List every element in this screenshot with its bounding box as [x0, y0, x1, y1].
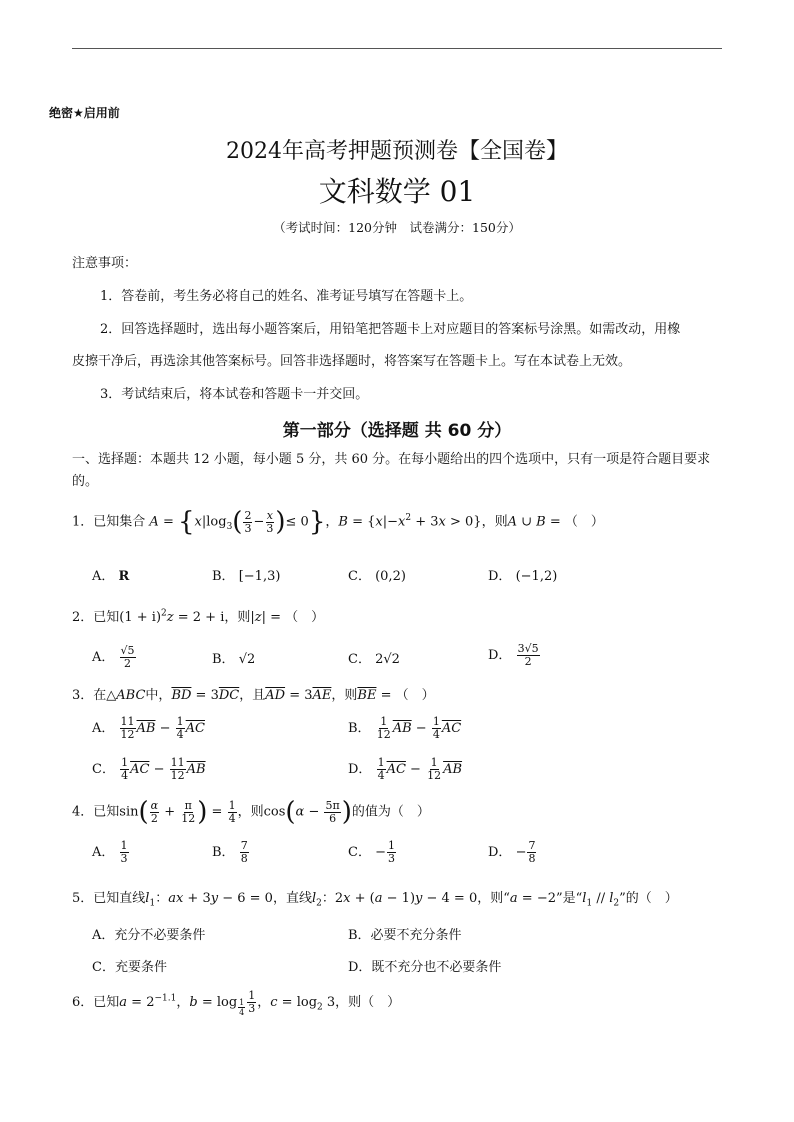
- exam-subtitle: 文科数学 01: [318, 175, 476, 208]
- q1-stem: 1．已知集合: [72, 514, 146, 530]
- q1-option-b: B． [−1,3): [212, 569, 281, 584]
- q4-option-a: A． $\frac{1}{3}$: [92, 839, 128, 865]
- question-3: 3．在△ABC中，$\overline{BD} = 3\overline{DC}$，且$\overline{AD} = 3\overline{AE}$，则$\overline{BE}$ = （ ）: [72, 688, 435, 703]
- question-1: 1．已知集合 $A = \{x|\log_3$( $\frac{2}{3}$ − $\frac{x}{3}$ )≤ 0}，$B = \{x|-x^2 + 3x > 0\}$，则A ∪ B = （ ）: [72, 507, 604, 537]
- notice-heading: 注意事项：: [72, 256, 138, 271]
- q2-option-d: D． $\frac{3√5}{2}$: [488, 642, 539, 668]
- notice-item-2-line1: 2．回答选择题时，选出每小题答案后，用铅笔把答题卡上对应题目的答案标号涂黑。如需改动，用橡: [100, 322, 681, 337]
- q5-option-a: A．充分不必要条件: [92, 928, 206, 943]
- q3-option-a: A． $\frac{11}{12}$ $\overline{AB}$ − $\frac{1}{4}$ $\overline{AC}$: [92, 715, 205, 741]
- notice-item-1: 1．答卷前，考生务必将自己的姓名、准考证号填写在答题卡上。: [100, 289, 473, 304]
- q1-tail: ，则: [481, 514, 508, 530]
- q2-option-c: C． 2√2: [348, 652, 400, 667]
- q5-option-b: B．必要不充分条件: [348, 928, 462, 943]
- question-6: 6．已知$a = 2^{-1.1}$，b = log $_{\frac{1}{4}}$ $\frac{1}{3}$ ，$c = \log_2 3$，则（ ）: [72, 989, 401, 1017]
- question-5: 5．已知直线$l_1$：ax + 3y − 6 = 0，直线$l_2$：2x + (a − 1)y − 4 = 0，则“a = −2”是“$l_1 // l_2$”的（ ）: [72, 891, 678, 909]
- q2-option-b: B． √2: [212, 652, 256, 667]
- secret-label: 绝密★启用前: [49, 106, 120, 120]
- q4-option-c: C． − $\frac{1}{3}$: [348, 839, 395, 865]
- q1-answer-paren: （ ）: [564, 514, 604, 530]
- exam-meta: （考试时间：120分钟 试卷满分：150分）: [273, 220, 521, 235]
- q4-option-d: D． − $\frac{7}{8}$: [488, 839, 536, 865]
- q3-option-c: C． $\frac{1}{4}$ $\overline{AC}$ − $\frac{11}{12}$ $\overline{AB}$: [92, 756, 206, 782]
- q1-option-a: A． R: [92, 569, 130, 584]
- q4-option-b: B． $\frac{7}{8}$: [212, 839, 248, 865]
- q5-option-d: D．既不充分也不必要条件: [348, 960, 502, 975]
- notice-item-3: 3．考试结束后，将本试卷和答题卡一并交回。: [100, 387, 369, 402]
- q2-option-a: A． $\frac{√5}{2}$: [92, 644, 135, 670]
- part1-heading: 第一部分（选择题 共 60 分）: [282, 421, 512, 441]
- q3-option-d: D． $\frac{1}{4}$ $\overline{AC}$ − $\frac{1}{12}$ $\overline{AB}$: [348, 756, 463, 782]
- question-2: 2．已知$(1 + i)^2z = 2 + i$，则|z| = （ ）: [72, 608, 325, 625]
- notice-item-2-line2: 皮擦干净后，再选涂其他答案标号。回答非选择题时，将答案写在答题卡上。写在本试卷上无效。: [72, 354, 632, 369]
- question-4: 4．已知sin( $\frac{\alpha}{2}$ + $\frac{\pi}{12}$ ) = $\frac{1}{4}$ ，则cos(α − $\frac{5\pi}{6}$ )的值为（ ）: [72, 797, 430, 827]
- part1-instructions: 一、选择题：本题共 12 小题，每小题 5 分，共 60 分。在每小题给出的四个选项中，只有一项是符合题目要求的。: [72, 452, 711, 489]
- q1-option-c: C． (0,2): [348, 569, 406, 584]
- top-rule: [72, 48, 722, 49]
- exam-title: 2024年高考押题预测卷【全国卷】: [226, 139, 568, 164]
- q5-option-c: C．充要条件: [92, 960, 167, 975]
- q1-option-d: D． (−1,2): [488, 569, 558, 584]
- q3-option-b: B． $\frac{1}{12}$ $\overline{AB}$ − $\frac{1}{4}$ $\overline{AC}$: [348, 715, 462, 741]
